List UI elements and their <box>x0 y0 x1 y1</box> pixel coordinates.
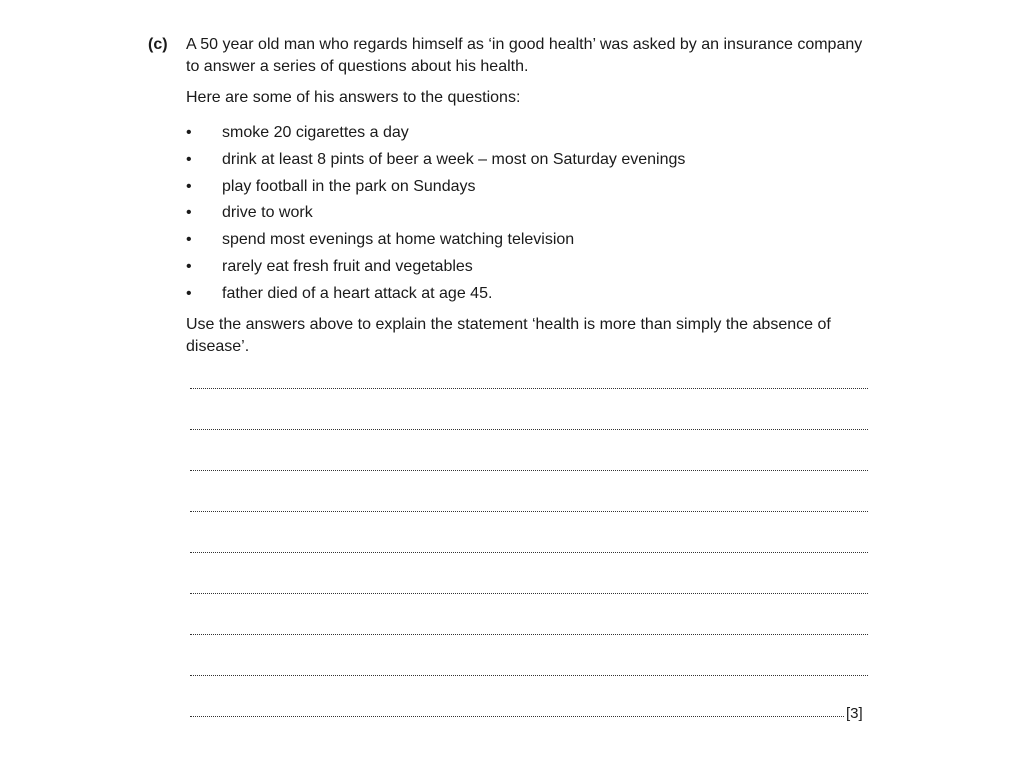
answer-line[interactable] <box>190 511 868 512</box>
list-item-text: father died of a heart attack at age 45. <box>222 284 493 302</box>
bullet-icon: • <box>186 284 192 302</box>
list-item-text: drive to work <box>222 204 313 222</box>
question-task: Use the answers above to explain the statement ‘health is more than simply the absence of disease’. <box>186 315 831 355</box>
list-item <box>186 149 876 176</box>
bullet-icon: • <box>186 150 192 168</box>
answer-list <box>186 122 876 310</box>
answer-line[interactable] <box>190 593 868 594</box>
list-item <box>186 202 876 229</box>
list-item-text: rarely eat fresh fruit and vegetables <box>222 257 473 275</box>
list-item-text: play football in the park on Sundays <box>222 177 476 195</box>
bullet-icon: • <box>186 231 192 249</box>
list-item-text: spend most evenings at home watching television <box>222 231 575 249</box>
bullet-icon: • <box>186 177 192 195</box>
answer-line[interactable] <box>190 716 844 717</box>
question-label: (c) <box>148 36 168 53</box>
answer-line[interactable] <box>190 634 868 635</box>
list-item <box>186 256 876 283</box>
list-item <box>186 229 876 256</box>
question-body <box>186 34 876 358</box>
list-item-text: smoke 20 cigarettes a day <box>222 124 409 141</box>
bullet-icon: • <box>186 204 192 222</box>
bullet-icon: • <box>186 124 192 141</box>
answer-line[interactable] <box>190 470 868 471</box>
answer-line[interactable] <box>190 429 868 430</box>
question-intro: A 50 year old man who regards himself as ‘in good health’ was asked by an insurance company to answer a series of questions about his health. <box>186 36 863 75</box>
list-item <box>186 283 876 310</box>
list-item <box>186 176 876 203</box>
marks-badge: [3] <box>846 705 863 722</box>
list-item <box>186 122 876 149</box>
answer-line[interactable] <box>190 388 868 389</box>
answer-line[interactable] <box>190 552 868 553</box>
question-lead: Here are some of his answers to the questions: <box>186 89 521 106</box>
list-item-text: drink at least 8 pints of beer a week – most on Saturday evenings <box>222 150 686 168</box>
bullet-icon: • <box>186 257 192 275</box>
answer-line[interactable] <box>190 675 868 676</box>
